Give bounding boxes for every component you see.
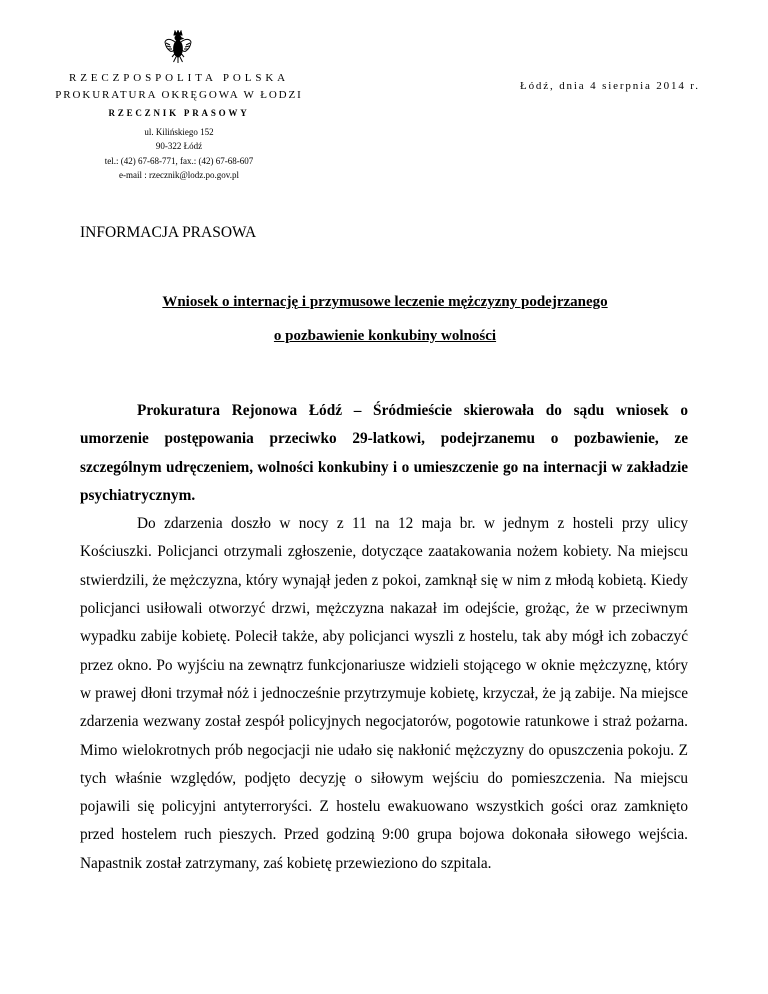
- letterhead: [55, 70, 303, 182]
- letterhead-office: PROKURATURA OKRĘGOWA W ŁODZI: [55, 89, 303, 101]
- press-release-title-line-1: Wniosek o internację i przymusowe leczenie mężczyzny podejrzanego: [162, 294, 608, 310]
- letterhead-country: RZECZPOSPOLITA POLSKA: [68, 72, 290, 84]
- dateline: Łódź, dnia 4 sierpnia 2014 r.: [520, 80, 700, 92]
- press-release-body: [80, 397, 688, 878]
- white-eagle-emblem-icon: [164, 30, 192, 64]
- press-release-title-line-2: o pozbawienie konkubiny wolności: [273, 328, 497, 344]
- lead-paragraph: Prokuratura Rejonowa Łódź – Śródmieście skierowała do sądu wniosek o umorzenie postępowania przeciwko 29-latkowi, podejrzanemu o pozbawienie, ze szczególnym udręczeniem, wolności konkubiny i o umieszczenie go na internacji w zakładzie psychiatrycznym.: [80, 402, 688, 504]
- letterhead-email: e-mail : rzecznik@lodz.po.gov.pl: [119, 169, 239, 180]
- letterhead-street: ul. Kilińskiego 152: [144, 127, 214, 137]
- letterhead-phone-fax: tel.: (42) 67-68-771, fax.: (42) 67-68-607: [104, 155, 254, 166]
- document-type-heading: INFORMACJA PRASOWA: [80, 224, 257, 241]
- letterhead-city: 90-322 Łódź: [155, 141, 203, 152]
- body-paragraph: Do zdarzenia doszło w nocy z 11 na 12 maja br. w jednym z hosteli przy ulicy Kościuszki. Policjanci otrzymali zgłoszenie, dotyczące zaatakowania nożem kobiety. Na miejscu stwierdzili, że mężczyzna, który wynajął jeden z pokoi, zamknął się w nim z młodą kobietą. Kiedy policjanci usiłowali otworzyć drzwi, mężczyzna nakazał im odejście, grożąc, że w przeciwnym wypadku zabije kobietę. Polecił także, aby policjanci wyszli z hostelu, tak aby mógł ich zobaczyć przez okno. Po wyjściu na zewnątrz funkcjonariusze widzieli stojącego w oknie mężczyznę, który w prawej dłoni trzymał nóż i jednocześnie przytrzymuje kobietę, krzyczał, że ją zabije. Na miejsce zdarzenia wezwany został zespół policyjnych negocjatorów, pogotowie ratunkowe i straż pożarna. Mimo wielokrotnych prób negocjacji nie udało się nakłonić mężczyzny do opuszczenia pokoju. Z tych właśnie względów, podjęto decyzję o siłowym wejściu do pomieszczenia. Na miejscu pojawili się policyjni antyterroryści. Z hostelu ewakuowano wszystkich gości oraz zamknięto przed hostelem ruch pieszych. Przed godziną 9:00 grupa bojowa dokonała siłowego wejścia. Napastnik został zatrzymany, zaś kobietę przewieziono do szpitala.: [80, 515, 688, 872]
- letterhead-department: RZECZNIK PRASOWY: [108, 108, 250, 118]
